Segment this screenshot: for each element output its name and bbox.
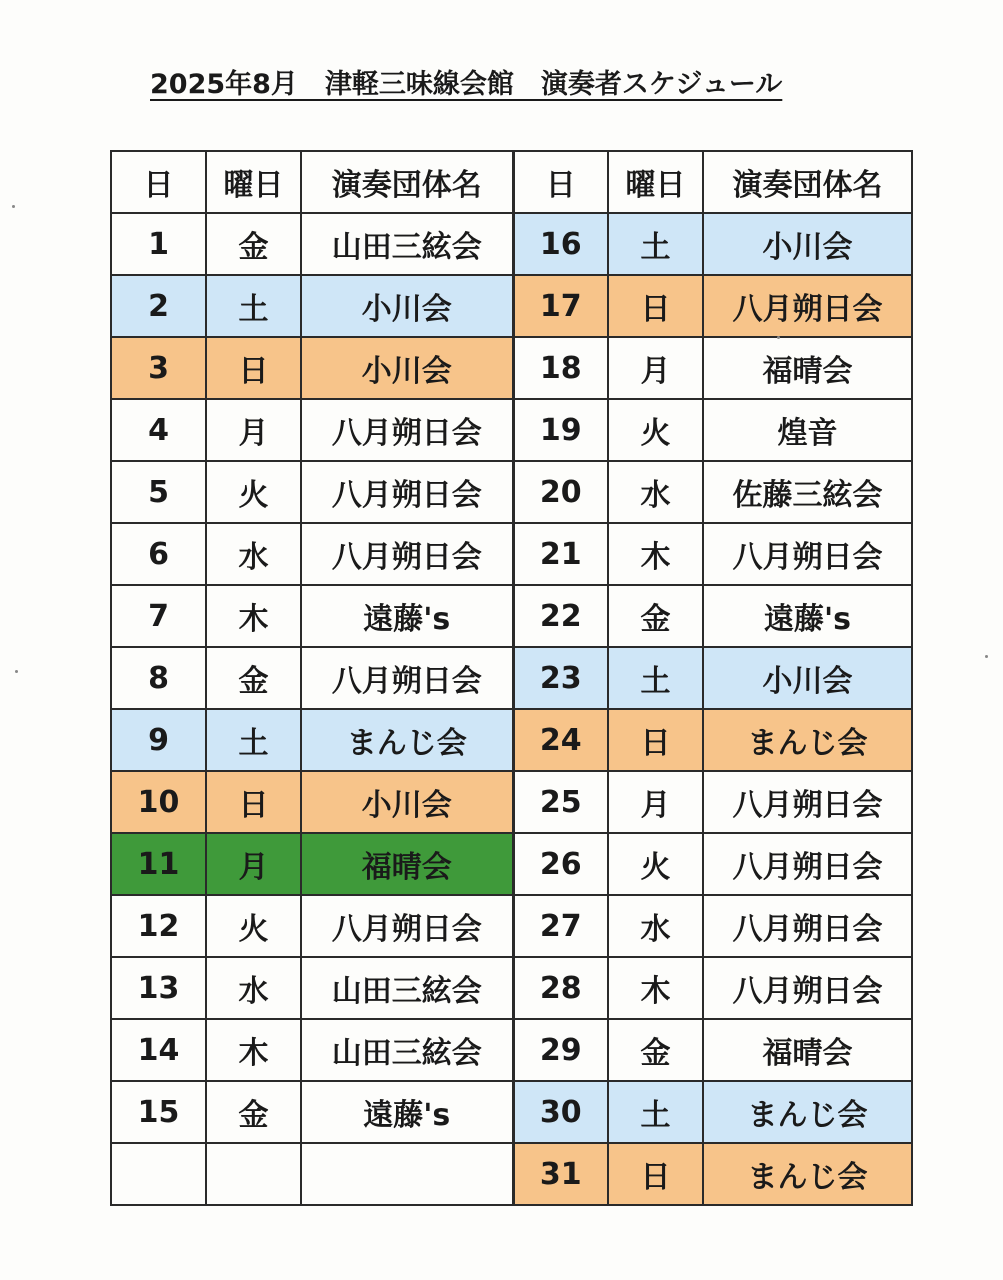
group-name-cell: 山田三絃会 [301,1019,513,1081]
weekday-cell: 水 [206,523,301,585]
day-cell: 18 [513,337,608,399]
weekday-cell: 月 [206,399,301,461]
day-cell: 8 [111,647,206,709]
day-cell: 4 [111,399,206,461]
group-name-cell: まんじ会 [703,1081,912,1143]
weekday-cell: 水 [206,957,301,1019]
group-name-cell: 山田三絃会 [301,213,513,275]
weekday-cell: 木 [608,523,703,585]
weekday-cell: 日 [608,1143,703,1205]
day-cell: 21 [513,523,608,585]
weekday-cell: 月 [608,337,703,399]
weekday-cell: 金 [206,213,301,275]
weekday-cell: 水 [608,895,703,957]
weekday-cell: 木 [608,957,703,1019]
scan-speck [15,670,18,673]
group-name-cell: 遠藤's [703,585,912,647]
day-cell: 16 [513,213,608,275]
group-name-cell: 福晴会 [301,833,513,895]
weekday-cell: 土 [608,647,703,709]
group-name-cell: 遠藤's [301,585,513,647]
schedule-row [111,709,912,771]
day-cell: 29 [513,1019,608,1081]
header-row [111,151,912,213]
group-name-cell: 八月朔日会 [703,957,912,1019]
schedule-row [111,399,912,461]
header-weekday: 曜日 [608,151,703,213]
weekday-cell: 水 [608,461,703,523]
group-name-cell: 八月朔日会 [703,833,912,895]
weekday-cell: 火 [206,895,301,957]
weekday-cell: 月 [608,771,703,833]
group-name-cell: 小川会 [301,275,513,337]
day-cell [111,1143,206,1205]
group-name-cell: 佐藤三絃会 [703,461,912,523]
group-name-cell: 八月朔日会 [301,523,513,585]
schedule-row [111,213,912,275]
weekday-cell: 木 [206,585,301,647]
header-weekday: 曜日 [206,151,301,213]
group-name-cell: まんじ会 [703,709,912,771]
group-name-cell: 煌音 [703,399,912,461]
schedule-row [111,461,912,523]
group-name-cell: 小川会 [301,337,513,399]
weekday-cell: 火 [608,833,703,895]
weekday-cell: 木 [206,1019,301,1081]
day-cell: 28 [513,957,608,1019]
group-name-cell: 八月朔日会 [301,895,513,957]
day-cell: 5 [111,461,206,523]
day-cell: 27 [513,895,608,957]
group-name-cell: 八月朔日会 [301,399,513,461]
schedule-row [111,523,912,585]
schedule-row [111,1081,912,1143]
weekday-cell: 金 [206,1081,301,1143]
day-cell: 26 [513,833,608,895]
group-name-cell: まんじ会 [703,1143,912,1205]
group-name-cell: 小川会 [301,771,513,833]
day-cell: 10 [111,771,206,833]
schedule-row [111,771,912,833]
group-name-cell [301,1143,513,1205]
day-cell: 25 [513,771,608,833]
day-cell: 20 [513,461,608,523]
scan-speck [777,336,780,339]
day-cell: 6 [111,523,206,585]
group-name-cell: 福晴会 [703,337,912,399]
schedule-row [111,585,912,647]
group-name-cell: 小川会 [703,647,912,709]
group-name-cell: 山田三絃会 [301,957,513,1019]
group-name-cell: 八月朔日会 [703,771,912,833]
weekday-cell: 土 [206,709,301,771]
scan-speck [985,655,988,658]
day-cell: 17 [513,275,608,337]
day-cell: 31 [513,1143,608,1205]
group-name-cell: 八月朔日会 [703,895,912,957]
day-cell: 1 [111,213,206,275]
day-cell: 11 [111,833,206,895]
weekday-cell: 日 [608,275,703,337]
group-name-cell: 八月朔日会 [703,275,912,337]
schedule-row [111,1019,912,1081]
day-cell: 3 [111,337,206,399]
day-cell: 22 [513,585,608,647]
schedule-table [110,150,913,1206]
group-name-cell: まんじ会 [301,709,513,771]
weekday-cell: 土 [608,213,703,275]
day-cell: 14 [111,1019,206,1081]
schedule-row [111,895,912,957]
day-cell: 7 [111,585,206,647]
header-day: 日 [513,151,608,213]
weekday-cell: 月 [206,833,301,895]
day-cell: 13 [111,957,206,1019]
day-cell: 23 [513,647,608,709]
day-cell: 2 [111,275,206,337]
header-group: 演奏団体名 [301,151,513,213]
group-name-cell: 八月朔日会 [301,647,513,709]
group-name-cell: 八月朔日会 [301,461,513,523]
group-name-cell: 八月朔日会 [703,523,912,585]
schedule-row [111,1143,912,1205]
group-name-cell: 遠藤's [301,1081,513,1143]
page-title: 2025年8月 津軽三味線会館 演奏者スケジュール [150,69,783,100]
weekday-cell [206,1143,301,1205]
weekday-cell: 日 [206,771,301,833]
weekday-cell: 金 [608,585,703,647]
day-cell: 9 [111,709,206,771]
group-name-cell: 福晴会 [703,1019,912,1081]
weekday-cell: 金 [206,647,301,709]
schedule-row [111,275,912,337]
weekday-cell: 土 [608,1081,703,1143]
schedule-row [111,647,912,709]
header-group: 演奏団体名 [703,151,912,213]
weekday-cell: 金 [608,1019,703,1081]
day-cell: 24 [513,709,608,771]
group-name-cell: 小川会 [703,213,912,275]
schedule-body [111,213,912,1205]
weekday-cell: 日 [608,709,703,771]
schedule-row [111,833,912,895]
day-cell: 30 [513,1081,608,1143]
schedule-row [111,957,912,1019]
day-cell: 15 [111,1081,206,1143]
weekday-cell: 日 [206,337,301,399]
day-cell: 19 [513,399,608,461]
weekday-cell: 土 [206,275,301,337]
day-cell: 12 [111,895,206,957]
scan-speck [12,205,15,208]
header-day: 日 [111,151,206,213]
weekday-cell: 火 [206,461,301,523]
weekday-cell: 火 [608,399,703,461]
schedule-row [111,337,912,399]
